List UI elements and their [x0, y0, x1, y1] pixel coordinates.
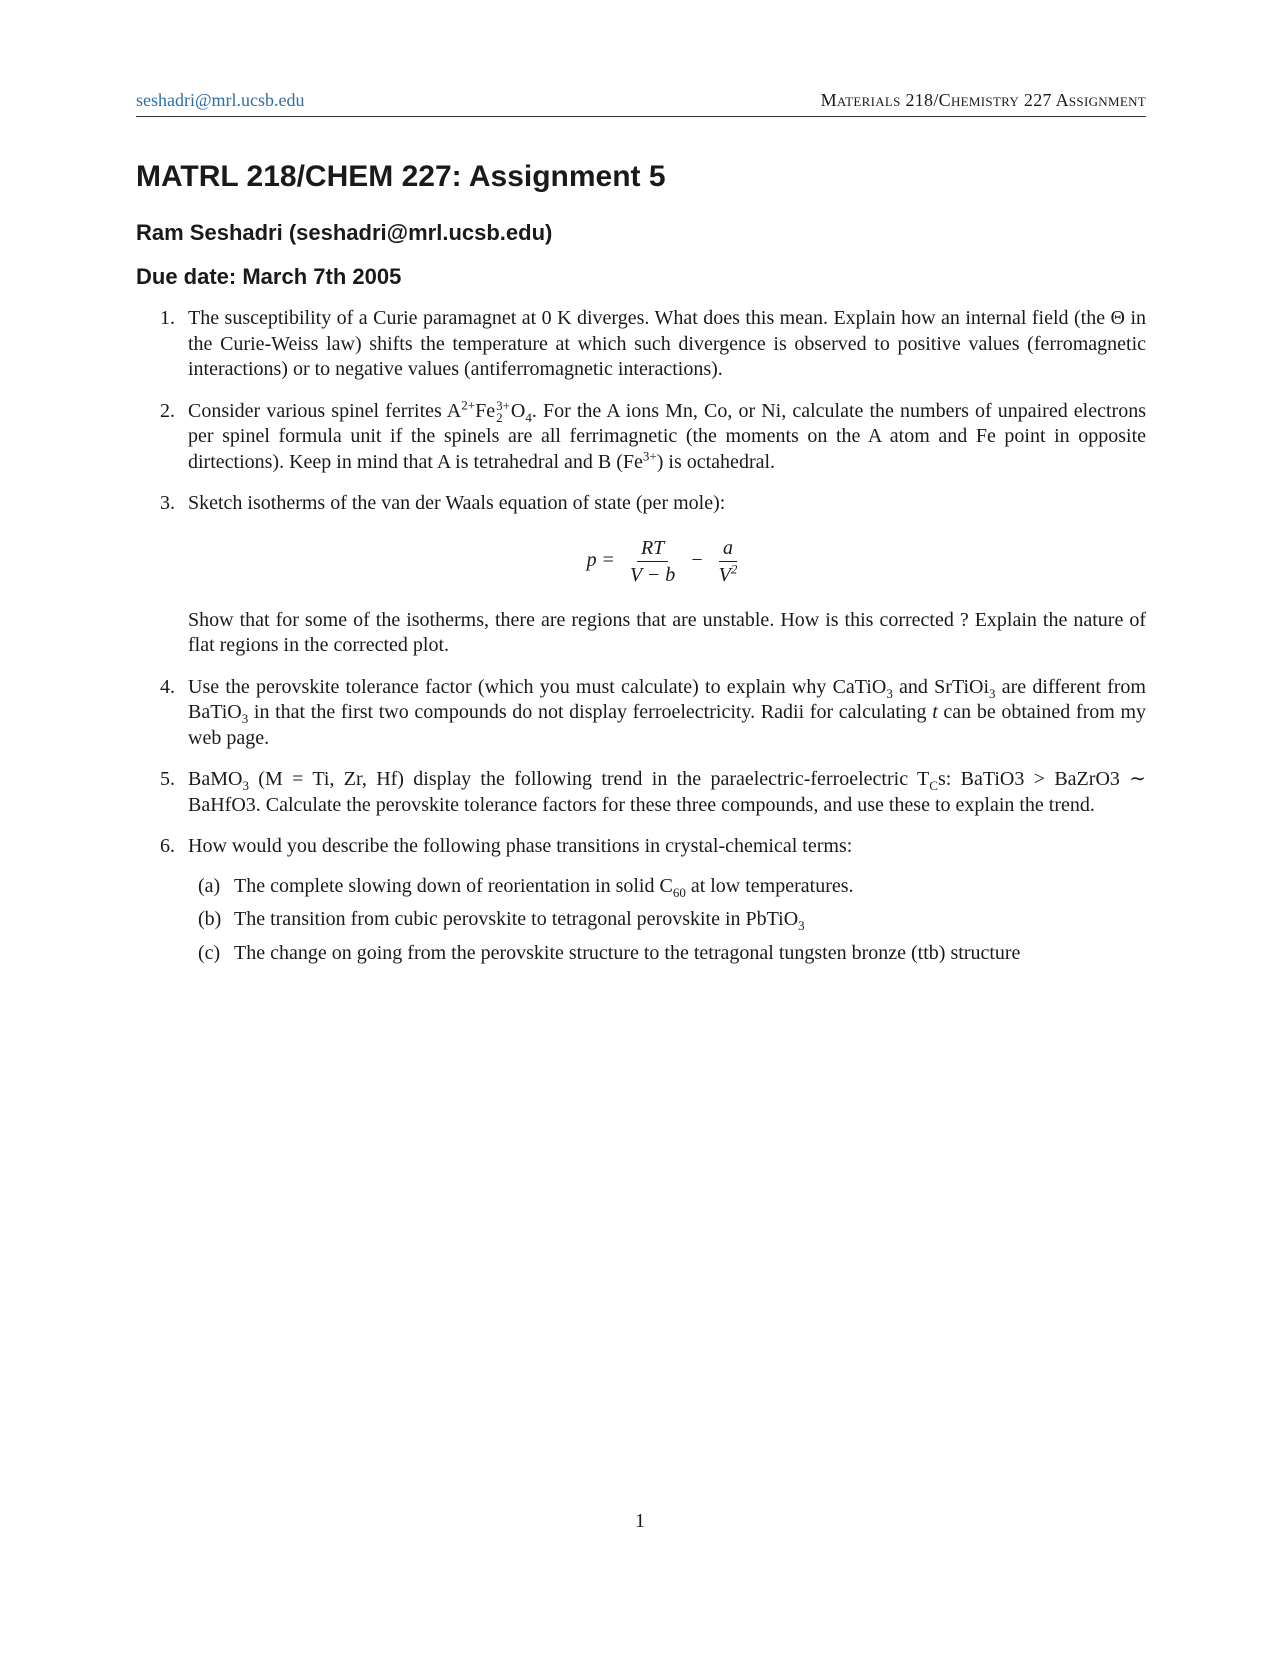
question-number: 2.	[160, 399, 175, 422]
author-line: Ram Seshadri (seshadri@mrl.ucsb.edu)	[136, 220, 553, 245]
question-4	[136, 675, 1146, 752]
question-5	[136, 767, 1146, 818]
question-3	[136, 491, 1146, 659]
page-number: 1	[635, 1510, 645, 1532]
subquestion-b: (b) The transition from cubic perovskite to tetragonal perovskite in PbTiO$_3$	[198, 908, 805, 933]
subquestion-c: (c) The change on going from the perovskite structure to the tetragonal tungsten bronze (ttb) structure	[198, 941, 1021, 964]
due-date: Due date: March 7th 2005	[136, 264, 402, 289]
question-number: 5.	[160, 768, 175, 790]
question-text-continued: Show that for some of the isotherms, there are regions that are unstable. How is this corrected ? Explain the nature of flat regions in the corrected plot.	[188, 608, 1146, 656]
fraction-rt: $\frac{RT}{V - b}$	[629, 536, 676, 586]
fe-sup-sub: 3+ 2	[496, 397, 510, 425]
question-6	[136, 834, 1146, 966]
question-text: Use the perovskite tolerance factor (which you must calculate) to explain why CaTiO$_3$ and SrTiOi$_3$ are different from BaTiO$_3$ in that the first two compounds do not display ferroelectricity. Radii for calculating t can be obtained from my web page.	[188, 675, 1147, 749]
question-number: 1.	[160, 307, 175, 329]
question-text: BaMO$_3$ (M = Ti, Zr, Hf) display the following trend in the paraelectric-ferroelectric $T_Cs$: BaTiO3 > BaZrO3 ∼ BaHfO3. Calculate the perovskite tolerance factors for these three compounds, and use these to explain the trend.	[188, 768, 1146, 816]
question-number: 4.	[160, 675, 175, 698]
question-number: 3.	[160, 492, 175, 514]
question-text: Sketch isotherms of the van der Waals equation of state (per mole):	[188, 492, 726, 514]
question-2	[136, 396, 1146, 476]
header-email-link[interactable]: seshadri@mrl.ucsb.edu	[136, 90, 305, 110]
question-text: Consider various spinel ferrites $A^{2+}Fe$ 3+ 2 $O_4$. For the A ions Mn, Co, or Ni, calculate the numbers of unpaired electrons per spinel formula unit if the spinels are all ferrimagnetic (the moments on the A atom and Fe point in opposite dirtections). Keep in mind that A is tetrahedral and B $(Fe^{3+})$ is octahedral.	[188, 396, 1146, 473]
subquestion-list	[188, 874, 1146, 967]
van-der-waals-equation: p = $\frac{RT}{V - b}$ − $\frac{a}{V^2}$	[188, 537, 1146, 586]
header-course-title: Materials 218/Chemistry 227 Assignment	[820, 90, 1146, 110]
question-number: 6.	[160, 835, 175, 857]
fraction-a: $\frac{a}{V^2}$	[718, 536, 738, 586]
question-1	[136, 306, 1146, 383]
question-list	[136, 306, 1146, 982]
question-text: The susceptibility of a Curie paramagnet at 0 K diverges. What does this mean. Explain how an internal field (the Θ in the Curie-Weiss law) shifts the temperature at which such divergence is observed to positive values (ferromagnetic interactions) or to negative values (antiferromagnetic interactions).	[188, 307, 1146, 380]
question-text: How would you describe the following phase transitions in crystal-chemical terms:	[188, 835, 853, 857]
page-header	[136, 90, 1146, 117]
assignment-title: MATRL 218/CHEM 227: Assignment 5	[136, 160, 666, 193]
theta-symbol: Θ	[1110, 307, 1125, 329]
subquestion-a: (a) The complete slowing down of reorientation in solid $C_{60}$ at low temperatures.	[198, 874, 854, 900]
